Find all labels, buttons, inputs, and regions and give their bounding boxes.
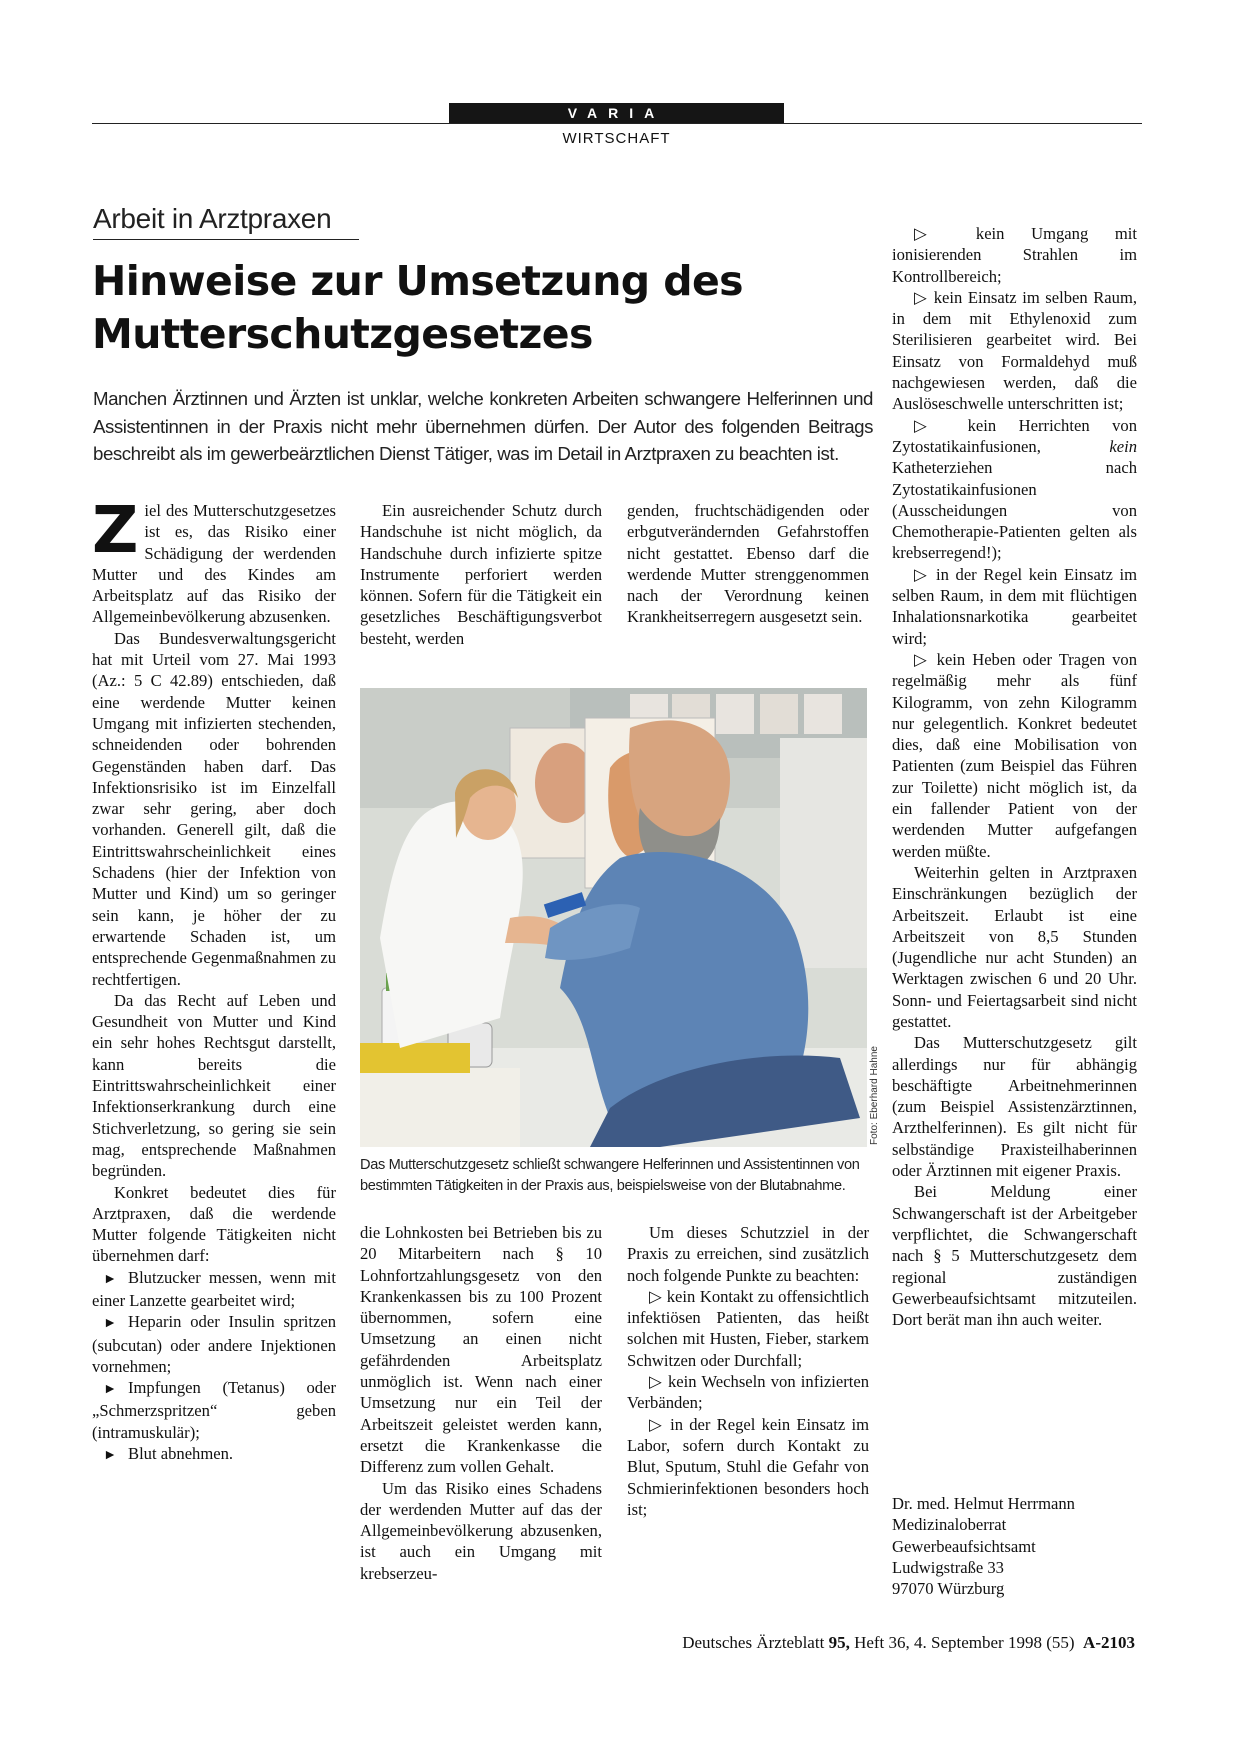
bullet-icon: ► xyxy=(103,1271,117,1287)
list-item: ► Impfungen (Tetanus) oder „Schmerzspritzen“ geben (intramuskulär); xyxy=(92,1378,336,1442)
body-paragraph: Ziel des Mutterschutzgesetzes ist es, das Risiko einer Schädigung der werdenden Mutter und des Kindes am Arbeitsplatz auf das Risiko der Allgemeinbevölkerung abzusenken. xyxy=(92,494,336,627)
header-rule xyxy=(92,123,1142,124)
headline-line-2: Mutterschutzgesetzes xyxy=(92,310,593,358)
column-2-top xyxy=(360,500,602,649)
column-1 xyxy=(92,494,336,1466)
emphasis: kein xyxy=(1109,436,1137,456)
author-city: 97070 Würzburg xyxy=(892,1579,1005,1599)
body-paragraph: Konkret bedeutet dies für Arztpraxen, daß die werdende Mutter folgende Tätigkeiten nicht übernehmen darf: xyxy=(92,1182,336,1266)
column-4 xyxy=(892,223,1137,1330)
list-item: ▷ kein Umgang mit ionisierenden Strahlen im Kontrollbereich; xyxy=(892,224,1137,286)
body-paragraph: Das Mutterschutzgesetz gilt allerdings nur für abhängig beschäftigte Arbeitnehmerinnen (zum Beispiel Assistenzärztinnen, Arzthelferinnen). Es gilt nicht für selbständige Praxisteilhaberinnen oder Ärztinnen mit eigener Praxis. xyxy=(892,1033,1137,1181)
body-paragraph: Ein ausreichender Schutz durch Handschuhe ist nicht möglich, da Handschuhe durch infizierte spitze Instrumente perforiert werden können. Sofern für die Tätigkeit ein gesetzliches Beschäftigungsverbot besteht, werden xyxy=(360,501,602,648)
author-street: Ludwigstraße 33 xyxy=(892,1557,1004,1577)
page-footer xyxy=(540,1633,1135,1653)
page-number: A-2103 xyxy=(1083,1633,1135,1652)
drop-cap: Z xyxy=(92,494,139,568)
bullet-icon: ► xyxy=(103,1316,117,1332)
body-paragraph: Das Bundesverwaltungsgericht hat mit Urteil vom 27. Mai 1993 (Az.: 5 C 42.89) entschieden, daß eine werdende Mutter keinen Umgang mit infizierten stechenden, schneidenden oder bohrenden Gegenständen haben darf. Das Infektionsrisiko ist im Einzelfall zwar sehr gering, aber doch vorhanden. Generell gilt, daß die Eintrittswahrscheinlichkeit eines Schadens (hier der Infektion von Mutter und Kind) um so geringer sein kann, je höher der zu erwartende Schaden ist, um entsprechende Gegenmaßnahmen zu rechtfertigen. xyxy=(92,628,336,989)
photo-credit: Foto: Eberhard Hahne xyxy=(869,1046,880,1145)
column-2-bottom xyxy=(360,1222,602,1584)
list-item: ▷ kein Herrichten von Zytostatikainfusionen, kein Katheterziehen nach Zytostatikainfusionen (Ausscheidungen von Chemotherapie-Patienten gelten als krebserregend!); xyxy=(892,415,1137,563)
journal-name: Deutsches Ärzteblatt xyxy=(682,1633,825,1652)
body-paragraph: Da das Recht auf Leben und Gesundheit von Mutter und Kind ein sehr hohes Rechtsgut darstellt, kann bereits die Eintrittswahrscheinlichkeit einer Infektionserkrankung durch eine Stichverletzung, so gering sie sein mag, entsprechende Maßnahmen begründen. xyxy=(92,990,336,1181)
article-headline xyxy=(92,255,832,361)
list-item: ► Heparin oder Insulin spritzen (subcutan) oder andere Injektionen vornehmen; xyxy=(92,1312,336,1376)
author-name: Dr. med. Helmut Herrmann xyxy=(892,1494,1075,1513)
body-paragraph: genden, fruchtschädigenden oder erbgutverändernden Gefahrstoffen nicht gestattet. Ebenso darf die werdende Mutter strenggenommen nach der Verordnung keinen Krankheitserregern ausgesetzt sein. xyxy=(627,501,869,627)
section-subtitle: WIRTSCHAFT xyxy=(562,130,671,147)
column-3-bottom xyxy=(627,1222,869,1520)
open-bullet-icon: ▷ xyxy=(914,287,929,307)
author-title: Medizinaloberrat xyxy=(892,1515,1007,1535)
body-paragraph: Weiterhin gelten in Arztpraxen Einschränkungen bezüglich der Arbeitszeit. Erlaubt ist eine Arbeitszeit von 8,5 Stunden (Jugendliche nur acht Stunden) an Werktagen zwischen 6 und 20 Uhr. Sonn- und Feiertagsarbeit sind nicht gestattet. xyxy=(892,862,1137,1031)
body-paragraph: die Lohnkosten bei Betrieben bis zu 20 Mitarbeitern nach § 10 Lohnfortzahlungsgesetz von den Krankenkassen bis zu 100 Prozent übernommen, sofern eine Umsetzung an einen nicht gefährdenden Arbeitsplatz unmöglich ist. Wenn nach einer Umsetzung nur ein Teil der Arbeitszeit geleistet werden kann, ersetzt die Krankenkasse die Differenz zum vollen Gehalt. xyxy=(360,1223,602,1477)
photo-caption: Das Mutterschutzgesetz schließt schwangere Helferinnen und Assistentinnen von bestimmten Tätigkeiten in der Praxis aus, beispielsweise von der Blutabnahme. xyxy=(360,1157,860,1194)
headline-line-1: Hinweise zur Umsetzung des xyxy=(92,257,743,305)
list-item: ▷ kein Einsatz im selben Raum, in dem mit Ethylenoxid zum Sterilisieren gearbeitet wird. Bei Einsatz von Formaldehyd muß nachgewiesen werden, daß die Auslöseschwelle unterschritten ist; xyxy=(892,287,1138,414)
body-paragraph: Um das Risiko eines Schadens der werdenden Mutter auf das der Allgemeinbevölkerung abzusenken, ist auch ein Umgang mit krebserzeu- xyxy=(360,1478,602,1583)
list-item: ▷ kein Wechseln von infizierten Verbänden; xyxy=(627,1372,869,1413)
open-bullet-icon: ▷ xyxy=(649,1286,663,1306)
open-bullet-icon: ▷ xyxy=(914,649,930,669)
list-item: ► Blut abnehmen. xyxy=(92,1443,336,1466)
author-office: Gewerbeaufsichtsamt xyxy=(892,1536,1036,1556)
list-item: ► Blutzucker messen, wenn mit einer Lanzette gearbeitet wird; xyxy=(92,1267,336,1310)
author-block xyxy=(892,1493,1137,1599)
column-3-top xyxy=(627,500,869,628)
section-banner: VARIA xyxy=(449,103,784,124)
body-paragraph: Bei Meldung einer Schwangerschaft ist der Arbeitgeber verpflichtet, die Schwangerschaft nach § 5 Mutterschutzgesetz dem regional zuständigen Gewerbeaufsichtsamt mitzuteilen. Dort berät man ihn auch weiter. xyxy=(892,1182,1137,1330)
open-bullet-icon: ▷ xyxy=(914,224,950,243)
open-bullet-icon: ▷ xyxy=(914,564,930,584)
open-bullet-icon: ▷ xyxy=(914,415,946,435)
article-lead: Manchen Ärztinnen und Ärzten ist unklar, welche konkreten Arbeiten schwangere Helferinnen und Assistentinnen in der Praxis nicht mehr übernehmen dürfen. Der Autor des folgenden Beitrags beschreibt als im gewerbeärztlichen Dienst Tätiger, was im Detail in Arztpraxen zu beachten ist. xyxy=(93,388,873,464)
article-kicker: Arbeit in Arztpraxen xyxy=(93,203,359,240)
bullet-icon: ► xyxy=(103,1382,117,1398)
journal-issue: Heft 36, 4. September 1998 (55) xyxy=(854,1633,1075,1652)
list-item: ▷ kein Kontakt zu offensichtlich infektiösen Patienten, das heißt solchen mit Husten, Fieber, starkem Schwitzen oder Durchfall; xyxy=(627,1286,870,1370)
list-item: ▷ in der Regel kein Einsatz im Labor, sofern durch Kontakt zu Blut, Sputum, Stuhl die Gefahr von Schmierinfektionen besonders hoch ist; xyxy=(627,1414,869,1519)
open-bullet-icon: ▷ xyxy=(649,1414,664,1434)
list-item: ▷ in der Regel kein Einsatz im selben Raum, in dem mit flüchtigen Inhalationsnarkotika gearbeitet wird; xyxy=(892,564,1137,648)
bullet-icon: ► xyxy=(103,1448,117,1464)
list-item: ▷ kein Heben oder Tragen von regelmäßig mehr als fünf Kilogramm, von zehn Kilogramm nur gelegentlich. Konkret bedeutet dies, daß eine Mobilisation von Patienten (zum Beispiel das Führen zur Toilette) nicht möglich ist, da ein fallender Patient von der werdenden Mutter aufgefangen werden müßte. xyxy=(892,649,1138,861)
journal-volume: 95, xyxy=(828,1633,850,1652)
body-paragraph: Um dieses Schutzziel in der Praxis zu erreichen, sind zusätzlich noch folgende Punkte zu beachten: xyxy=(627,1223,869,1285)
article-photo xyxy=(360,688,867,1147)
open-bullet-icon: ▷ xyxy=(649,1372,663,1392)
